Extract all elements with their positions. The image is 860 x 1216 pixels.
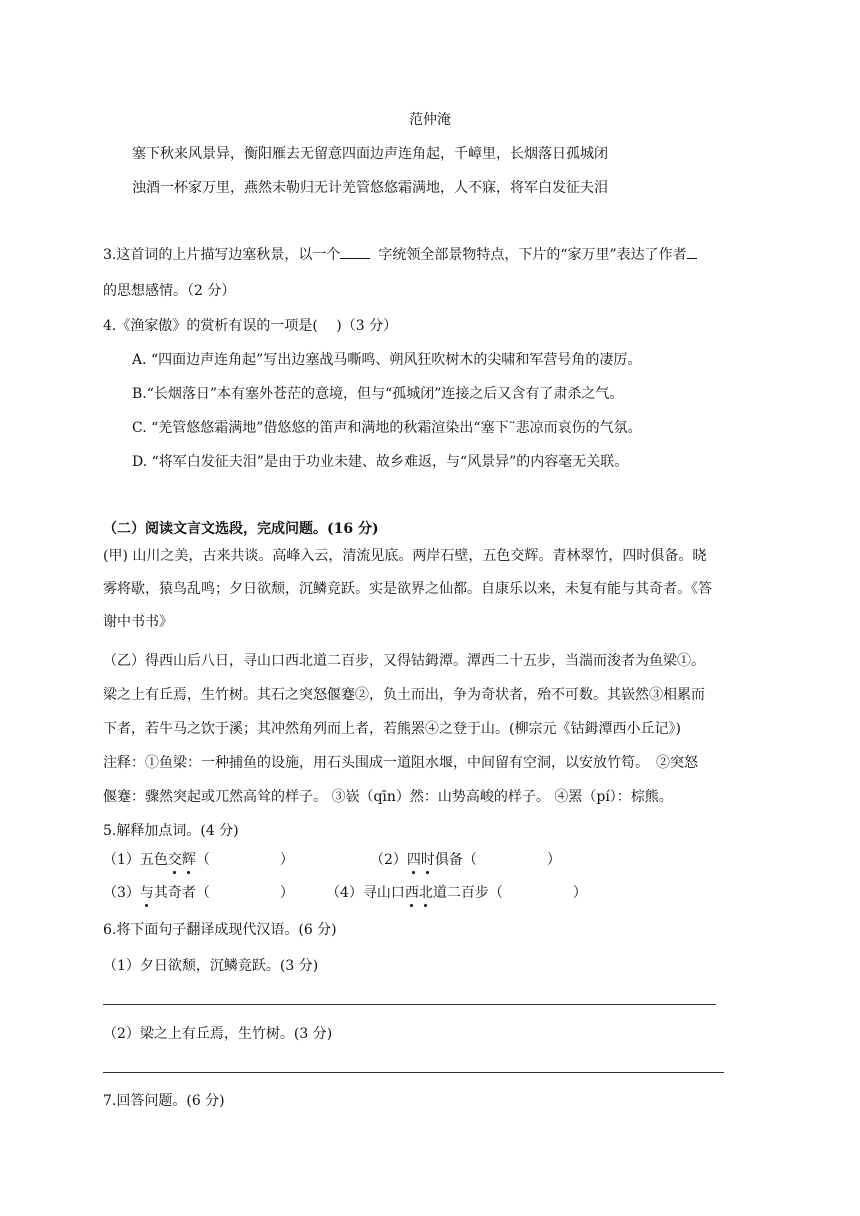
question-6-sentence-1: （1）夕日欲颓，沉鳞竞跃。(3 分) bbox=[103, 958, 319, 974]
item-4-answer-blank[interactable]: 道二百步（ ） bbox=[432, 885, 587, 901]
passage-jia-line-1: (甲) 山川之美，古来共谈。高峰入云，清流见底。两岸石壁，五色交辉。青林翠竹，四时俱备。晓 bbox=[103, 548, 707, 564]
question-5-item-3 bbox=[103, 883, 294, 903]
notes-line-2: 偃蹇：骤然突起或兀然高耸的样子。 ③嵚（qīn）然：山势高峻的样子。 ④罴（pí）：棕熊。 bbox=[103, 789, 673, 805]
question-5-stem: 5.解释加点词。(4 分) bbox=[103, 823, 239, 839]
passage-jia-line-3: 谢中书书》 bbox=[103, 614, 173, 630]
dotted-word: 辉 bbox=[181, 852, 196, 868]
question-3-line-2: 的思想感情。（2 分） bbox=[103, 283, 236, 299]
item-1-answer-blank[interactable]: （ ） bbox=[195, 852, 294, 868]
question-4-option-d: D. “将军白发征夫泪”是由于功业未建、故乡难返，与“风景异”的内容毫无关联。 bbox=[132, 454, 629, 470]
notes-line-1: 注释：①鱼梁：一种捕鱼的设施，用石头围成一道阻水堰，中间留有空洞，以安放竹笱。 ②突怒 bbox=[103, 755, 698, 771]
question-6-sentence-2: （2）梁之上有丘焉，生竹树。(3 分) bbox=[103, 1026, 333, 1042]
poem-line-1: 塞下秋来风景异，衡阳雁去无留意四面边声连角起，千嶂里，长烟落日孤城闭 bbox=[132, 146, 608, 162]
passage-yi-line-1: （乙）得西山后八日，寻山口西北道二百步，又得钴鉧潭。潭西二十五步，当湍而浚者为鱼梁①。 bbox=[103, 653, 705, 669]
item-3-prefix: （3） bbox=[103, 885, 140, 901]
dotted-word: 与 bbox=[139, 885, 154, 901]
question-3-part-2: 字统领全部景物特点，下片的“家万里”表达了作者 bbox=[378, 247, 687, 263]
question-5-item-1 bbox=[103, 850, 294, 870]
question-7-stem: 7.回答问题。(6 分) bbox=[103, 1093, 225, 1109]
question-5-item-2 bbox=[370, 850, 561, 870]
passage-yi-line-3: 下者，若牛马之饮于溪；其冲然角列而上者，若熊罴④之登于山。(柳宗元《钴鉧潭西小丘记》) bbox=[103, 721, 681, 737]
item-1-prefix: （1）五色 bbox=[103, 852, 168, 868]
item-2-prefix: （2） bbox=[370, 852, 407, 868]
answer-line-2[interactable] bbox=[103, 1072, 724, 1073]
dotted-word: 北 bbox=[418, 885, 433, 901]
passage-jia-line-2: 雾将歇，猿鸟乱鸣；夕日欲颓，沉鳞竞跃。实是欲界之仙都。自康乐以来，未复有能与其奇者。《答 bbox=[103, 581, 712, 597]
dotted-word: 西 bbox=[404, 885, 419, 901]
item-4-prefix: （4）寻山口 bbox=[326, 885, 405, 901]
question-3-line-1 bbox=[103, 245, 697, 265]
question-4-stem: 4.《渔家傲》的赏析有误的一项是( )（3 分） bbox=[103, 318, 398, 334]
item-2-answer-blank[interactable]: 俱备（ ） bbox=[434, 852, 561, 868]
question-6-stem: 6.将下面句子翻译成现代汉语。(6 分) bbox=[103, 922, 337, 938]
answer-line-1[interactable] bbox=[103, 1004, 716, 1005]
question-4-option-b: B.“长烟落日”本有塞外苍茫的意境，但与“孤城闭”连接之后又含有了肃杀之气。 bbox=[132, 386, 624, 402]
question-4-option-c: C. “羌管悠悠霜满地”借悠悠的笛声和满地的秋霜渲染出“塞下¨悲凉而哀伤的气氛。 bbox=[132, 420, 642, 436]
section-2-heading: （二）阅读文言文选段，完成问题。(16 分) bbox=[103, 521, 379, 537]
passage-yi-line-2: 梁之上有丘焉，生竹树。其石之突怒偃蹇②，负土而出，争为奇状者，殆不可数。其嵚然③相累而 bbox=[103, 687, 705, 703]
poem-author: 范仲淹 bbox=[409, 112, 451, 128]
dotted-word: 四 bbox=[406, 852, 421, 868]
dotted-word: 时 bbox=[420, 852, 435, 868]
answer-blank-2[interactable] bbox=[687, 258, 697, 259]
dotted-word: 交 bbox=[167, 852, 182, 868]
question-5-item-4 bbox=[326, 883, 587, 903]
question-4-option-a: A. “四面边声连角起”写出边塞战马嘶鸣、朔风狂吹树木的尖啸和军营号角的凄厉。 bbox=[132, 352, 642, 368]
poem-line-2: 浊酒一杯家万里，燕然未勒归无计羌管悠悠霜满地，人不寐，将军白发征夫泪 bbox=[132, 180, 608, 196]
question-3-part-1: 3.这首词的上片描写边塞秋景，以一个 bbox=[103, 247, 341, 263]
item-3-answer-blank[interactable]: 其奇者（ ） bbox=[153, 885, 294, 901]
answer-blank-1[interactable] bbox=[340, 258, 370, 259]
